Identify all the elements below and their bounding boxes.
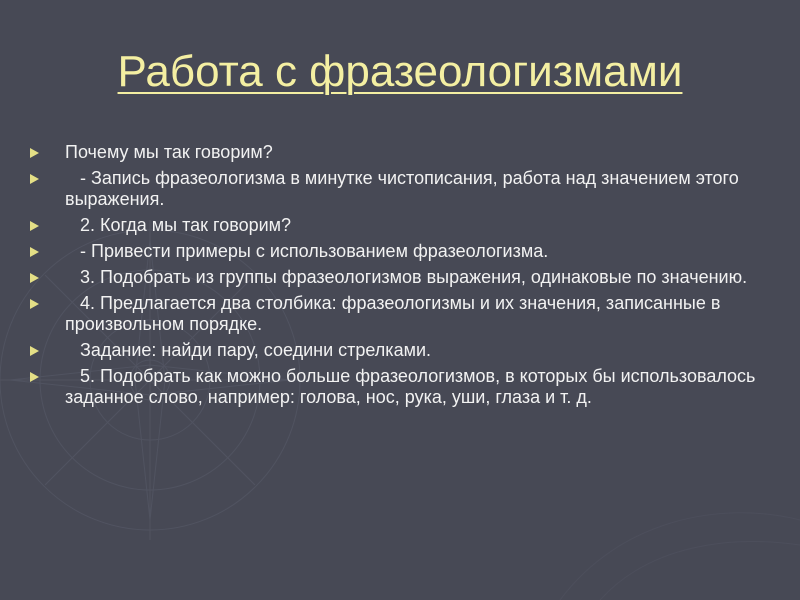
list-item xyxy=(30,168,770,210)
triangle-bullet-icon xyxy=(30,221,39,231)
list-item-text: Задание: найди пару, соедини стрелками. xyxy=(65,340,432,360)
list-item xyxy=(30,340,770,361)
list-item-text: 2. Когда мы так говорим? xyxy=(65,215,292,235)
triangle-bullet-icon xyxy=(30,174,39,184)
list-item xyxy=(30,366,770,408)
bullet-list xyxy=(30,142,770,413)
triangle-bullet-icon xyxy=(30,247,39,257)
triangle-bullet-icon xyxy=(30,372,39,382)
list-item-text: 3. Подобрать из группы фразеологизмов выражения, одинаковые по значению. xyxy=(65,267,748,287)
triangle-bullet-icon xyxy=(30,148,39,158)
slide-title: Работа с фразеологизмами xyxy=(117,47,683,96)
list-item-text: 4. Предлагается два столбика: фразеологизмы и их значения, записанные в произвольном порядке. xyxy=(65,293,726,334)
triangle-bullet-icon xyxy=(30,299,39,309)
list-item-text: - Запись фразеологизма в минутке чистописания, работа над значением этого выражения. xyxy=(65,168,744,209)
list-item-text: Почему мы так говорим? xyxy=(65,142,273,162)
list-item xyxy=(30,241,770,262)
triangle-bullet-icon xyxy=(30,346,39,356)
list-item xyxy=(30,215,770,236)
list-item xyxy=(30,267,770,288)
list-item-text: - Привести примеры с использованием фразеологизма. xyxy=(65,241,549,261)
list-item xyxy=(30,142,770,163)
list-item-text: 5. Подобрать как можно больше фразеологизмов, в которых бы использовалось заданное слово, например: голова, нос, рука, уши, глаза и т. д. xyxy=(65,366,761,407)
list-item xyxy=(30,293,770,335)
triangle-bullet-icon xyxy=(30,273,39,283)
